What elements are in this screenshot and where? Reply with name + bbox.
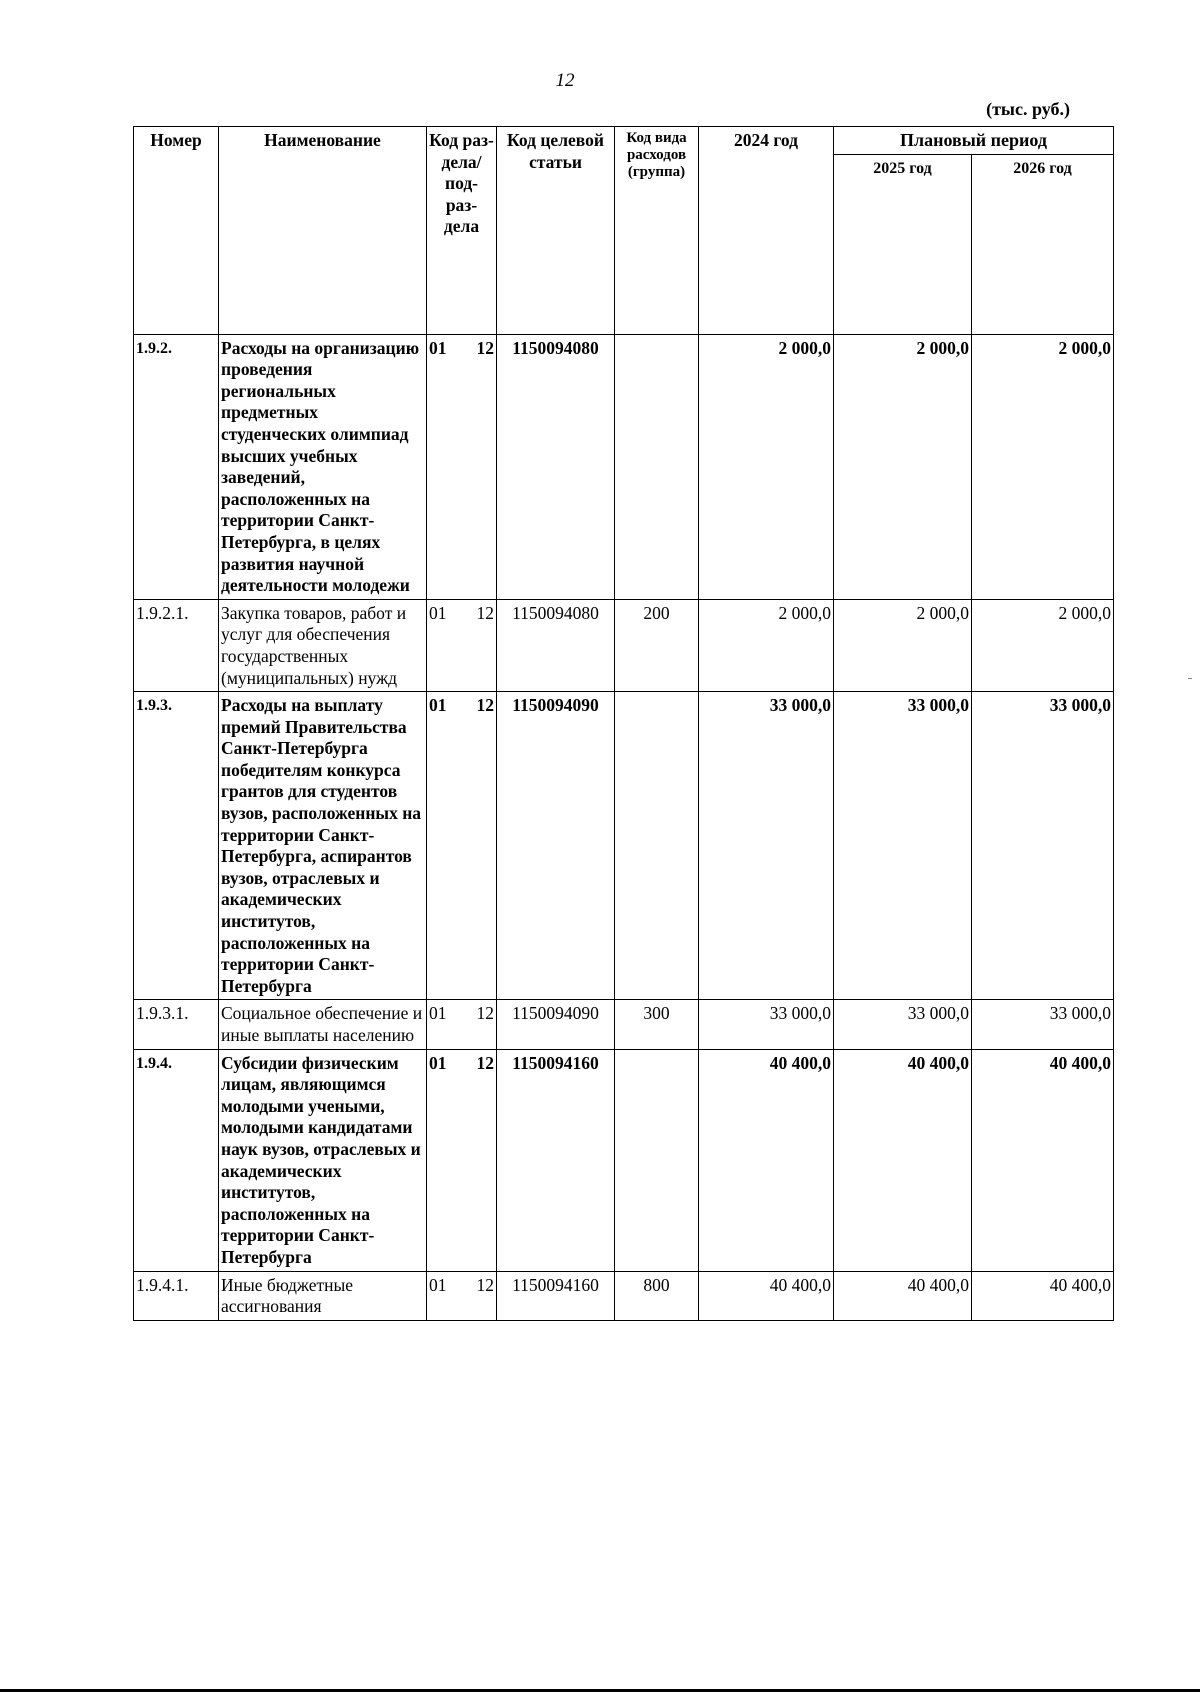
row-amount-2026: 40 400,0	[972, 1049, 1114, 1271]
row-amount-2025: 33 000,0	[834, 692, 972, 1000]
units-label: (тыс. руб.)	[986, 99, 1070, 119]
row-name: Социальное обеспечение и иные выплаты населению	[219, 1000, 427, 1049]
table-row	[134, 1271, 1114, 1320]
subsection-code: 12	[476, 1052, 494, 1073]
row-section-code	[427, 1000, 497, 1049]
row-amount-2024: 40 400,0	[699, 1049, 834, 1271]
section-code-pair	[429, 1053, 494, 1075]
row-amount-2025: 2 000,0	[834, 334, 972, 599]
section-code: 01	[429, 337, 447, 358]
row-name: Закупка товаров, работ и услуг для обеспечения государственных (муниципальных) нужд	[219, 599, 427, 691]
section-code-pair	[429, 338, 494, 360]
row-amount-2026: 33 000,0	[972, 1000, 1114, 1049]
subsection-code: 12	[476, 1003, 494, 1024]
table-row	[134, 334, 1114, 599]
row-expense-type: 800	[615, 1271, 699, 1320]
row-amount-2026: 40 400,0	[972, 1271, 1114, 1320]
subsection-code: 12	[476, 695, 494, 716]
row-amount-2026: 33 000,0	[972, 692, 1114, 1000]
row-target-code: 1150094160	[497, 1271, 615, 1320]
budget-table	[133, 126, 1114, 1321]
table-row	[134, 1049, 1114, 1271]
table-row	[134, 599, 1114, 691]
row-amount-2025: 40 400,0	[834, 1049, 972, 1271]
row-number: 1.9.4.1.	[134, 1271, 219, 1320]
section-code: 01	[429, 1274, 447, 1295]
header-target-code: Код целевой статьи	[497, 127, 615, 335]
table-row	[134, 692, 1114, 1000]
section-code-pair	[429, 1275, 494, 1297]
row-amount-2025: 33 000,0	[834, 1000, 972, 1049]
row-section-code	[427, 1271, 497, 1320]
row-expense-type	[615, 1049, 699, 1271]
header-year-2026: 2026 год	[972, 154, 1114, 334]
row-number: 1.9.2.	[134, 334, 219, 599]
scan-speck	[1188, 678, 1192, 679]
row-number: 1.9.4.	[134, 1049, 219, 1271]
header-section-code: Код раз- дела/ под- раз- дела	[427, 127, 497, 335]
section-code: 01	[429, 695, 447, 716]
section-code-pair	[429, 695, 494, 717]
row-section-code	[427, 692, 497, 1000]
row-amount-2024: 2 000,0	[699, 599, 834, 691]
row-expense-type	[615, 334, 699, 599]
page-number: 12	[555, 70, 575, 91]
table-header-row	[134, 127, 1114, 155]
section-code: 01	[429, 1052, 447, 1073]
row-name: Расходы на организацию проведения региональных предметных студенческих олимпиад высших учебных заведений, расположенных на территории Санкт-Петербурга, в целях развития научной деятельности молодежи	[219, 334, 427, 599]
row-amount-2025: 40 400,0	[834, 1271, 972, 1320]
section-code: 01	[429, 1003, 447, 1024]
row-amount-2024: 33 000,0	[699, 1000, 834, 1049]
header-number: Номер	[134, 127, 219, 335]
row-section-code	[427, 334, 497, 599]
row-section-code	[427, 1049, 497, 1271]
section-code-pair	[429, 603, 494, 625]
row-target-code: 1150094090	[497, 692, 615, 1000]
row-amount-2025: 2 000,0	[834, 599, 972, 691]
header-expense-type-code: Код вида расходов (группа)	[615, 127, 699, 335]
subsection-code: 12	[476, 602, 494, 623]
row-section-code	[427, 599, 497, 691]
header-year-2025: 2025 год	[834, 154, 972, 334]
row-target-code: 1150094080	[497, 599, 615, 691]
row-number: 1.9.2.1.	[134, 599, 219, 691]
header-name: Наименование	[219, 127, 427, 335]
row-expense-type: 300	[615, 1000, 699, 1049]
row-amount-2026: 2 000,0	[972, 334, 1114, 599]
row-number: 1.9.3.1.	[134, 1000, 219, 1049]
row-amount-2024: 2 000,0	[699, 334, 834, 599]
section-code: 01	[429, 602, 447, 623]
row-target-code: 1150094090	[497, 1000, 615, 1049]
row-target-code: 1150094160	[497, 1049, 615, 1271]
row-name: Субсидии физическим лицам, являющимся молодыми учеными, молодыми кандидатами наук вузов, отраслевых и академических институтов, расположенных на территории Санкт-Петербурга	[219, 1049, 427, 1271]
row-expense-type	[615, 692, 699, 1000]
table-body	[134, 334, 1114, 1320]
row-name: Расходы на выплату премий Правительства Санкт-Петербурга победителям конкурса грантов для студентов вузов, расположенных на территории Санкт-Петербурга, аспирантов вузов, отраслевых и академических институтов, расположенных на территории Санкт-Петербурга	[219, 692, 427, 1000]
row-target-code: 1150094080	[497, 334, 615, 599]
row-amount-2024: 33 000,0	[699, 692, 834, 1000]
header-planned-period: Плановый период	[834, 127, 1114, 155]
row-amount-2024: 40 400,0	[699, 1271, 834, 1320]
row-amount-2026: 2 000,0	[972, 599, 1114, 691]
table-row	[134, 1000, 1114, 1049]
row-number: 1.9.3.	[134, 692, 219, 1000]
subsection-code: 12	[476, 1274, 494, 1295]
subsection-code: 12	[476, 337, 494, 358]
section-code-pair	[429, 1003, 494, 1025]
row-expense-type: 200	[615, 599, 699, 691]
header-year-2024: 2024 год	[699, 127, 834, 335]
row-name: Иные бюджетные ассигнования	[219, 1271, 427, 1320]
